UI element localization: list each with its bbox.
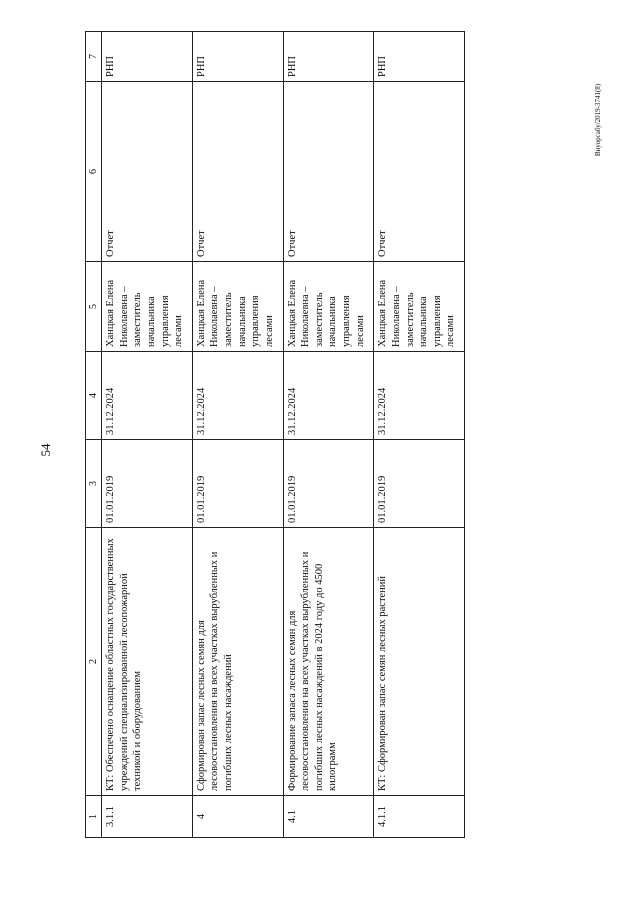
end-date: 31.12.2024 bbox=[192, 352, 283, 440]
system-code: РНП bbox=[102, 32, 193, 82]
event-text: Сформирован запас лесных семян для лесовосстановления на всех участках вырубленных и погибших лесных насаждений bbox=[192, 528, 283, 796]
result-doc: Отчет bbox=[102, 82, 193, 262]
page-number: 54 bbox=[38, 443, 53, 457]
row-number: 4.1.1 bbox=[374, 796, 465, 838]
header-cell: 4 bbox=[86, 352, 102, 440]
result-doc: Отчет bbox=[283, 82, 374, 262]
header-cell: 2 bbox=[86, 528, 102, 796]
event-text: Формирование запаса лесных семян для лесовосстановления на всех участках вырубленных и погибших лесных насаждений в 2024 году до 4500 килограмм bbox=[283, 528, 374, 796]
end-date: 31.12.2024 bbox=[102, 352, 193, 440]
rotated-table-container bbox=[85, 32, 465, 838]
start-date: 01.01.2019 bbox=[374, 440, 465, 528]
row-number: 3.1.1 bbox=[102, 796, 193, 838]
table-row bbox=[192, 32, 283, 838]
event-text: КТ: Обеспечено оснащение областных государственных учреждений специализированной лесопожарной техникой и оборудованием bbox=[102, 528, 193, 796]
row-number: 4.1 bbox=[283, 796, 374, 838]
start-date: 01.01.2019 bbox=[283, 440, 374, 528]
end-date: 31.12.2024 bbox=[283, 352, 374, 440]
system-code: РНП bbox=[192, 32, 283, 82]
event-text: КТ: Сформирован запас семян лесных растений bbox=[374, 528, 465, 796]
table-row bbox=[283, 32, 374, 838]
system-code: РНП bbox=[374, 32, 465, 82]
document-code: Внуорсабу/2019-3741(8) bbox=[594, 83, 602, 157]
header-cell: 6 bbox=[86, 82, 102, 262]
responsible: Ханцкая Елена Николаевна – заместитель начальника управления лесами bbox=[374, 262, 465, 352]
plan-table bbox=[85, 31, 465, 838]
header-cell: 3 bbox=[86, 440, 102, 528]
system-code: РНП bbox=[283, 32, 374, 82]
header-cell: 5 bbox=[86, 262, 102, 352]
header-row bbox=[86, 32, 102, 838]
responsible: Ханцкая Елена Николаевна – заместитель начальника управления лесами bbox=[102, 262, 193, 352]
header-cell: 7 bbox=[86, 32, 102, 82]
end-date: 31.12.2024 bbox=[374, 352, 465, 440]
responsible: Ханцкая Елена Николаевна – заместитель начальника управления лесами bbox=[192, 262, 283, 352]
table-row bbox=[102, 32, 193, 838]
header-cell: 1 bbox=[86, 796, 102, 838]
table-row bbox=[374, 32, 465, 838]
row-number: 4 bbox=[192, 796, 283, 838]
result-doc: Отчет bbox=[374, 82, 465, 262]
responsible: Ханцкая Елена Николаевна – заместитель начальника управления лесами bbox=[283, 262, 374, 352]
start-date: 01.01.2019 bbox=[102, 440, 193, 528]
start-date: 01.01.2019 bbox=[192, 440, 283, 528]
result-doc: Отчет bbox=[192, 82, 283, 262]
